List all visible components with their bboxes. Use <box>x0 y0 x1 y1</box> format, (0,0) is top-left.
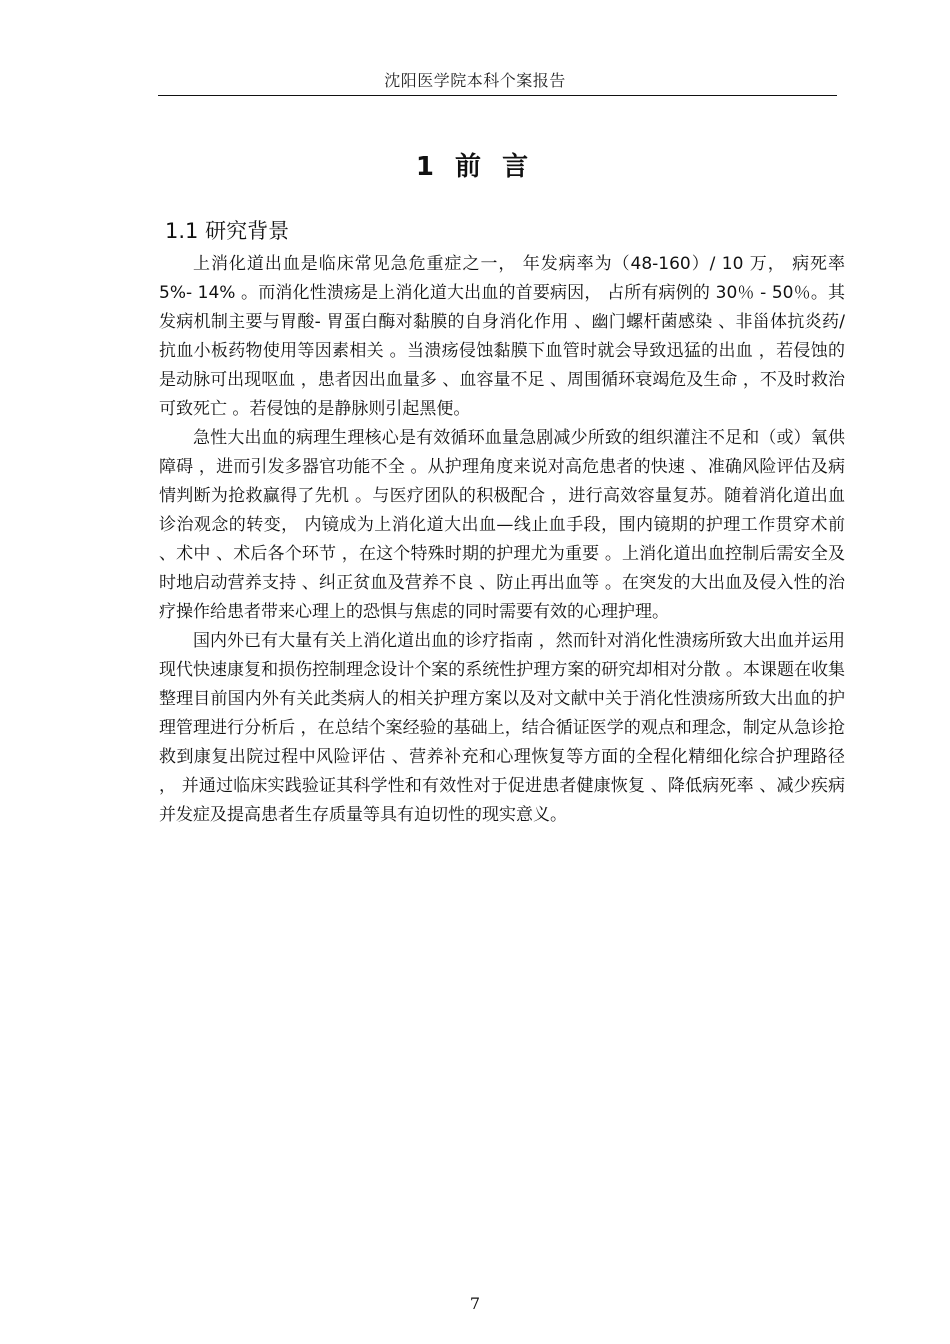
paragraph-3: 国内外已有大量有关上消化道出血的诊疗指南 ，然而针对消化性溃疡所致大出血并运用现代快速康复和损伤控制理念设计个案的系统性护理方案的研究却相对分散 。本课题在收集整理目前国内外有关此类病人的相关护理方案以及对文献中关于消化性溃疡所致大出血的护理管理进行分析后 ，在总结个案经验的基础上，结合循证医学的观点和理念，制定从急诊抢救到康复出院过程中风险评估 、营养补充和心理恢复等方面的全程化精细化综合护理路径 ， 并通过临床实践验证其科学性和有效性对于促进患者健康恢复 、降低病死率 、减少疾病并发症及提高患者生存质量等具有迫切性的现实意义。 <box>159 631 845 825</box>
paragraph-1: 上消化道出血是临床常见急危重症之一， 年发病率为（48-160）/ 10 万， 病死率 5%- 14% 。而消化性溃疡是上消化道大出血的首要病因， 占所有病例的 30％ - 50％。其发病机制主要与胃酸- 胃蛋白酶对黏膜的自身消化作用 、幽门螺杆菌感染 、非甾体抗炎药/抗血小板药物使用等因素相关 。当溃疡侵蚀黏膜下血管时就会导致迅猛的出血 ，若侵蚀的是动脉可出现呕血 ，患者因出血量多 、血容量不足 、周围循环衰竭危及生命 ，不及时救治可致死亡 。若侵蚀的是静脉则引起黑便。 <box>159 254 845 419</box>
chapter-title: 1 前 言 <box>415 152 535 182</box>
running-header: 沈阳医学院本科个案报告 <box>384 71 566 90</box>
section-title: 1.1 研究背景 <box>165 219 290 243</box>
body-text <box>159 250 845 830</box>
page-number: 7 <box>469 1294 481 1313</box>
header-rule <box>158 95 837 96</box>
paragraph-2: 急性大出血的病理生理核心是有效循环血量急剧减少所致的组织灌注不足和（或）氧供障碍 ，进而引发多器官功能不全 。从护理角度来说对高危患者的快速 、准确风险评估及病情判断为抢救赢得了先机 。与医疗团队的积极配合 ，进行高效容量复苏。随着消化道出血诊治观念的转变， 内镜成为上消化道大出血—线止血手段，围内镜期的护理工作贯穿术前 、术中 、术后各个环节 ，在这个特殊时期的护理尤为重要 。上消化道出血控制后需安全及时地启动营养支持 、纠正贫血及营养不良 、防止再出血等 。在突发的大出血及侵入性的治疗操作给患者带来心理上的恐惧与焦虑的同时需要有效的心理护理。 <box>159 428 845 622</box>
